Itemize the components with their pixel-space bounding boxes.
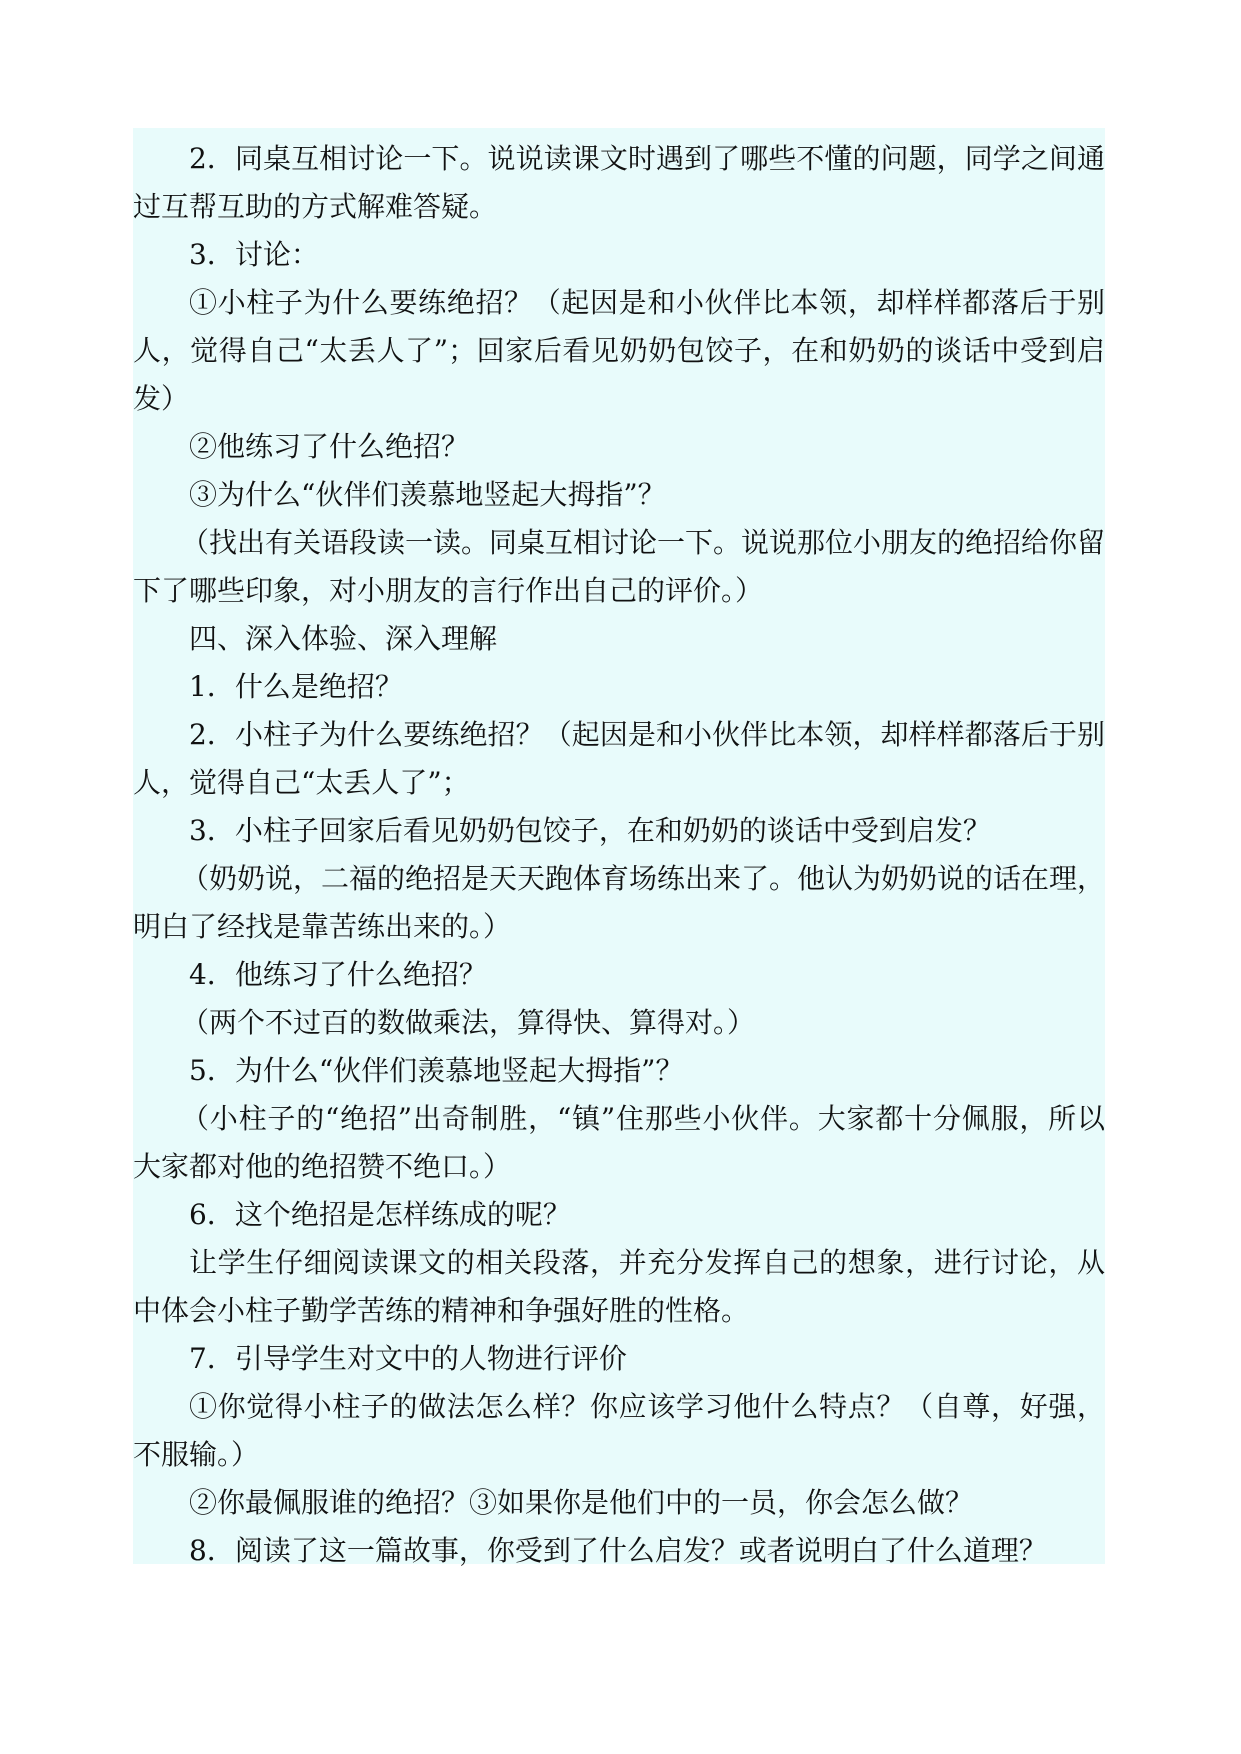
paragraph-grandma-said: （奶奶说，二福的绝招是天天跑体育场练出来了。他认为奶奶说的话在理，明白了经找是靠苦练出来的。） bbox=[133, 862, 1106, 943]
paragraph-discussion-heading: 3．讨论： bbox=[189, 238, 319, 271]
paragraph-multiplication: （两个不过百的数做乘法，算得快、算得对。） bbox=[181, 1006, 756, 1039]
paragraph-why-thumbs-up-2: 5．为什么“伙伴们羡慕地竖起大拇指”？ bbox=[189, 1054, 684, 1087]
paragraph-your-opinion: ①你觉得小柱子的做法怎么样？你应该学习他什么特点？（自尊，好强，不服输。） bbox=[133, 1390, 1105, 1471]
paragraph-what-is-skill: 1．什么是绝招？ bbox=[189, 670, 403, 703]
paragraph-why-thumbs-up: ③为什么“伙伴们羡慕地竖起大拇指”？ bbox=[189, 478, 666, 511]
paragraph-why-practice: ①小柱子为什么要练绝招？（起因是和小伙伴比本领，却样样都落后于别人，觉得自己“太丢人了”；回家后看见奶奶包饺子，在和奶奶的谈话中受到启发） bbox=[133, 286, 1105, 415]
paragraph-how-practiced: 6．这个绝招是怎样练成的呢？ bbox=[189, 1198, 571, 1231]
paragraph-find-passage: （找出有关语段读一读。同桌互相讨论一下。说说那位小朋友的绝招给你留下了哪些印象，对小朋友的言行作出自己的评价。） bbox=[133, 526, 1106, 607]
paragraph-most-admired: ②你最佩服谁的绝招？③如果你是他们中的一员，你会怎么做？ bbox=[189, 1486, 974, 1519]
paragraph-why-practice-2: 2．小柱子为什么要练绝招？（起因是和小伙伴比本领，却样样都落后于别人，觉得自己“太丢人了”； bbox=[133, 718, 1105, 799]
paragraph-surprise-win: （小柱子的“绝招”出奇制胜，“镇”住那些小伙伴。大家都十分佩服，所以大家都对他的绝招赞不绝口。） bbox=[133, 1102, 1105, 1183]
paragraph-what-skill: ②他练习了什么绝招？ bbox=[189, 430, 470, 463]
paragraph-what-skill-2: 4．他练习了什么绝招？ bbox=[189, 958, 487, 991]
paragraph-read-carefully: 让学生仔细阅读课文的相关段落，并充分发挥自己的想象，进行讨论，从中体会小柱子勤学苦练的精神和争强好胜的性格。 bbox=[133, 1246, 1105, 1327]
section-heading-deep-experience: 四、深入体验、深入理解 bbox=[189, 622, 498, 655]
paragraph-grandma-dumplings: 3．小柱子回家后看见奶奶包饺子，在和奶奶的谈话中受到启发？ bbox=[189, 814, 991, 847]
paragraph-discuss-questions: 2．同桌互相讨论一下。说说读课文时遇到了哪些不懂的问题，同学之间通过互帮互助的方式解难答疑。 bbox=[133, 142, 1105, 223]
document-text-body bbox=[133, 135, 1105, 1575]
paragraph-evaluate-characters: 7．引导学生对文中的人物进行评价 bbox=[189, 1342, 627, 1375]
paragraph-what-learned: 8．阅读了这一篇故事，你受到了什么启发？或者说明白了什么道理？ bbox=[189, 1534, 1047, 1567]
